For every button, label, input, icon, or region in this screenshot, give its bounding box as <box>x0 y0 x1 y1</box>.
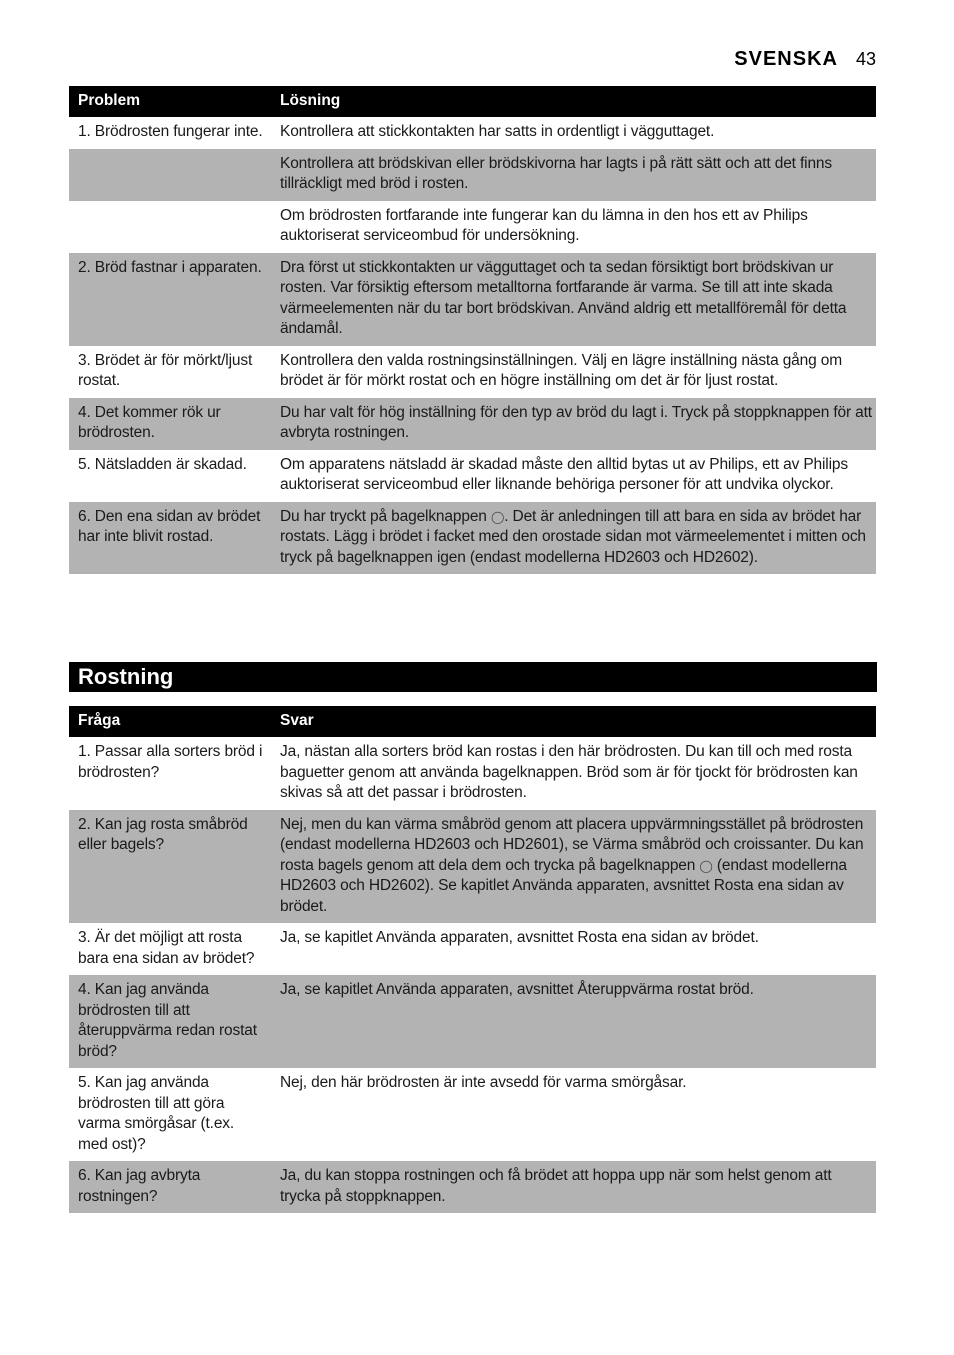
table-row <box>69 737 876 810</box>
answer-text: Nej, men du kan värma småbröd genom att placera uppvärmningsstället på brödrosten (endast modellerna HD2603 och HD2601), se Värma småbröd och croissanter. Du kan rosta bagels genom att dela dem och trycka på bagelknappen <box>280 815 864 874</box>
answer-cell: Nej, den här brödrosten är inte avsedd för varma smörgåsar. <box>271 1068 876 1161</box>
question-cell: 6. Kan jag avbryta rostningen? <box>69 1161 271 1213</box>
table-row <box>69 1068 876 1161</box>
question-cell: 1. Passar alla sorters bröd i brödrosten? <box>69 737 271 810</box>
table-row <box>69 502 876 575</box>
table-row <box>69 149 876 201</box>
problem-cell <box>69 201 271 253</box>
answer-cell: Ja, se kapitlet Använda apparaten, avsnittet Återuppvärma rostat bröd. <box>271 975 876 1068</box>
solution-text: . Det är anledningen till att bara en sida av brödet har rostats. Lägg i brödet i facket med den orostade sidan mot värmeelementet i mitten och tryck på bagelknappen igen (endast modellerna HD2603 och HD2602). <box>280 507 866 566</box>
column-header-problem: Problem <box>69 86 271 117</box>
table-row <box>69 923 876 975</box>
problem-cell: 2. Bröd fastnar i apparaten. <box>69 253 271 346</box>
faq-table <box>69 706 876 1213</box>
answer-cell: Ja, du kan stoppa rostningen och få brödet att hoppa upp när som helst genom att trycka på stoppknappen. <box>271 1161 876 1213</box>
question-cell: 3. Är det möjligt att rosta bara ena sidan av brödet? <box>69 923 271 975</box>
bagel-icon: ◯ <box>699 858 713 873</box>
answer-cell: Ja, nästan alla sorters bröd kan rostas i den här brödrosten. Du kan till och med rosta baguetter genom att använda bagelknappen. Bröd som är för tjockt för brödrosten kan skivas så att det passar i brödrosten. <box>271 737 876 810</box>
question-cell: 4. Kan jag använda brödrosten till att återuppvärma redan rostat bröd? <box>69 975 271 1068</box>
column-header-solution: Lösning <box>271 86 876 117</box>
table-row <box>69 346 876 398</box>
page-number: 43 <box>855 49 876 69</box>
troubleshooting-table <box>69 86 876 574</box>
solution-cell: Kontrollera den valda rostningsinställningen. Välj en lägre inställning nästa gång om brödet är för mörkt rostat och en högre inställning om det är för ljust rostat. <box>271 346 876 398</box>
table-row <box>69 810 876 924</box>
column-header-question: Fråga <box>69 706 271 737</box>
problem-cell: 6. Den ena sidan av brödet har inte blivit rostad. <box>69 502 271 575</box>
language-label: SVENSKA <box>734 48 838 70</box>
problem-cell: 1. Brödrosten fungerar inte. <box>69 117 271 149</box>
question-cell: 2. Kan jag rosta småbröd eller bagels? <box>69 810 271 924</box>
column-header-answer: Svar <box>271 706 876 737</box>
problem-cell: 4. Det kommer rök ur brödrosten. <box>69 398 271 450</box>
table-row <box>69 201 876 253</box>
table-header-row <box>69 86 876 117</box>
solution-cell: Du har valt för hög inställning för den typ av bröd du lagt i. Tryck på stoppknappen för att avbryta rostningen. <box>271 398 876 450</box>
table-row <box>69 975 876 1068</box>
answer-cell <box>271 810 876 924</box>
bagel-icon: ◯ <box>490 509 505 524</box>
table-row <box>69 253 876 346</box>
section-heading: Rostning <box>69 662 877 692</box>
problem-cell: 5. Nätsladden är skadad. <box>69 450 271 502</box>
problem-cell: 3. Brödet är för mörkt/ljust rostat. <box>69 346 271 398</box>
solution-text: Du har tryckt på bagelknappen <box>280 507 487 525</box>
table-row <box>69 450 876 502</box>
solution-cell: Dra först ut stickkontakten ur vägguttaget och ta sedan försiktigt bort brödskivan ur rosten. Var försiktig eftersom metalltorna fortfarande är varma. Se till att inte skada värmeelementen när du tar bort brödskivan. Använd aldrig ett metallföremål för detta ändamål. <box>271 253 876 346</box>
answer-cell: Ja, se kapitlet Använda apparaten, avsnittet Rosta ena sidan av brödet. <box>271 923 876 975</box>
table-row <box>69 117 876 149</box>
solution-cell <box>271 502 876 575</box>
problem-cell <box>69 149 271 201</box>
table-header-row <box>69 706 876 737</box>
table-row <box>69 398 876 450</box>
solution-cell: Om brödrosten fortfarande inte fungerar kan du lämna in den hos ett av Philips auktoriserat serviceombud för undersökning. <box>271 201 876 253</box>
table-row <box>69 1161 876 1213</box>
solution-cell: Om apparatens nätsladd är skadad måste den alltid bytas ut av Philips, ett av Philips auktoriserat serviceombud eller liknande behöriga personer för att undvika olyckor. <box>271 450 876 502</box>
solution-cell: Kontrollera att brödskivan eller brödskivorna har lagts i på rätt sätt och att det finns tillräckligt med bröd i rosten. <box>271 149 876 201</box>
solution-cell: Kontrollera att stickkontakten har satts in ordentligt i vägguttaget. <box>271 117 876 149</box>
page-header <box>734 48 876 71</box>
question-cell: 5. Kan jag använda brödrosten till att göra varma smörgåsar (t.ex. med ost)? <box>69 1068 271 1161</box>
answer-text: (endast modellerna HD2603 och HD2602). Se kapitlet Använda apparaten, avsnittet Rosta ena sidan av brödet. <box>280 856 847 915</box>
